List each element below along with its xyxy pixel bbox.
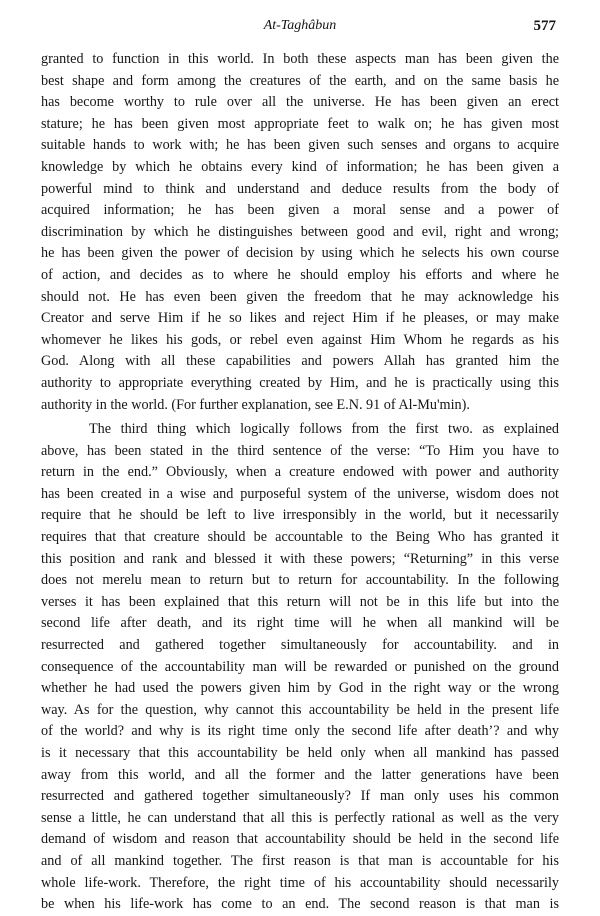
text-line: whether he had used the powers given him by God in the right way or the wrong — [41, 680, 559, 697]
text-line: whole life-work. Therefore, the right time of his accountability should necessarily — [41, 874, 559, 891]
text-line: be when his life-work has come to an end. The second reason is that man is — [41, 896, 559, 913]
text-line: sense a little, he can understand that all this is perfectly rational as well as the very — [41, 809, 559, 826]
text-line: should not. He has even been given the freedom that he may acknowledge his — [41, 288, 559, 305]
text-line: require that he should be left to live irresponsibly in the world, but it necessarily — [41, 507, 559, 524]
running-title: At-Taghâbun — [263, 18, 337, 33]
text-line: knowledge by which he obtains every kind of information; he has been given a — [41, 158, 559, 175]
text-line: best shape and form among the creatures of the earth, and on the same basis he — [41, 72, 559, 89]
text-line: of the world? and why is its right time only the second life after death’? and why — [41, 723, 559, 740]
text-line: of action, and decides as to where he should employ his efforts and where he — [41, 266, 559, 283]
text-line: acquired information; he has been given a moral sense and a power of — [41, 202, 559, 219]
text-line: powerful mind to think and understand and deduce results from the body of — [41, 180, 559, 197]
text-line: second life after death, and its right time will he when all mankind will be — [41, 615, 559, 632]
text-line: stature; he has been given most appropriate feet to walk on; he has given most — [41, 115, 559, 132]
text-line: has been created in a wise and purposeful system of the universe, wisdom does not — [41, 485, 559, 502]
text-line: authority to appropriate everything created by Him, and he is practically using this — [41, 374, 559, 391]
text-line: demand of wisdom and reason that accountability should be held in the second life — [41, 831, 559, 848]
text-line: verses it has been explained that this return will not be in this life but into the — [41, 593, 559, 610]
text-line: way. As for the question, why cannot this accountability be held in the present life — [41, 701, 559, 718]
text-line: above, has been stated in the third sentence of the verse: “To Him you have to — [41, 442, 559, 459]
text-line: is it necessary that this accountability be held only when all mankind has passed — [41, 745, 559, 761]
text-line: this position and rank and blessed it with these powers; “Returning” in this verse — [41, 550, 559, 567]
page-body — [41, 49, 559, 916]
text-line: away from this world, and all the former and the latter generations have been — [41, 766, 559, 783]
text-line: and of all mankind together. The first reason is that man is accountable for his — [41, 852, 559, 869]
text-line: whomever he likes his gods, or rebel even against Him Whom he regards as his — [41, 331, 559, 348]
text-line: God. Along with all these capabilities and powers Allah has granted him the — [41, 353, 559, 370]
paragraph — [41, 419, 559, 916]
text-line: discrimination by which he distinguishes between good and evil, right and wrong; — [41, 223, 559, 240]
text-line: resurrected and gathered together simultaneously for accountability. and in — [41, 637, 559, 654]
text-line: does not merelu mean to return but to return for accountability. In the following — [41, 572, 559, 589]
text-line: The third thing which logically follows from the first two. as explained — [89, 421, 559, 438]
page-header — [40, 4, 560, 44]
text-line: Creator and serve Him if he so likes and reject Him if he pleases, or may make — [41, 310, 559, 327]
paragraph — [41, 49, 559, 416]
text-line: granted to function in this world. In both these aspects man has been given the — [41, 51, 559, 67]
text-line: authority in the world. (For further explanation, see E.N. 91 of Al-Mu'min). — [41, 396, 470, 413]
text-line: has become worthy to rule over all the universe. He has been given an erect — [41, 94, 559, 111]
text-line: suitable hands to work with; he has been given such senses and organs to acquire — [41, 137, 559, 154]
page-number: 577 — [533, 18, 556, 34]
text-line: requires that that creature should be accountable to the Being Who has granted it — [41, 529, 559, 546]
text-line: resurrected and gathered together simultaneously? If man only uses his common — [41, 788, 559, 805]
text-line: he has been given the power of decision by using which he selects his own course — [41, 245, 559, 262]
text-line: return in the end.” Obviously, when a creature endowed with power and authority — [41, 464, 559, 481]
text-line: consequence of the accountability man will be rewarded or punished on the ground — [41, 658, 559, 675]
